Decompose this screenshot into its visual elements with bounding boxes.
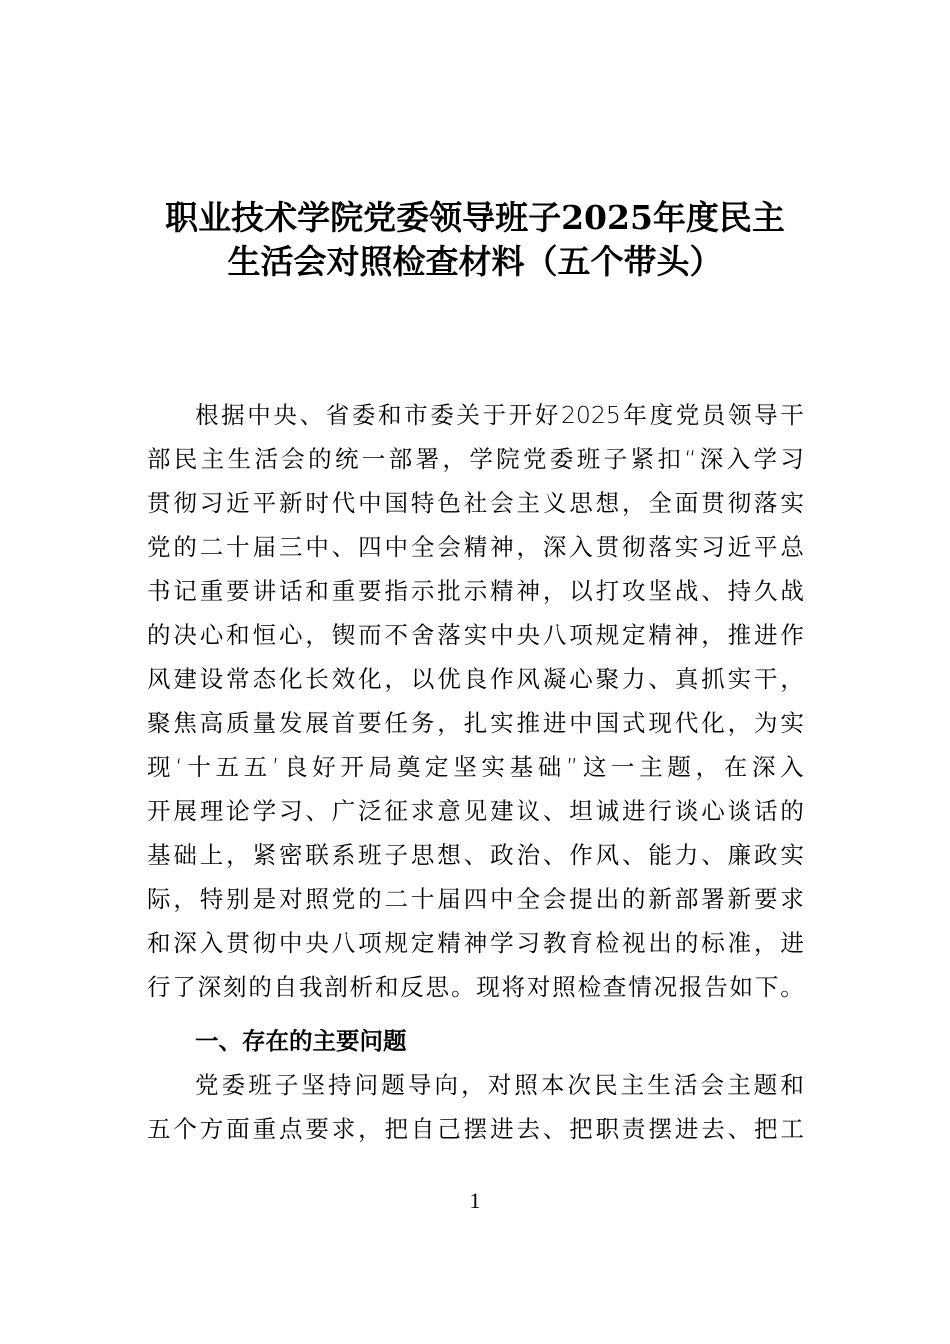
paragraph-line: 的 决 心 和 恒 心 ， 锲 而 不 舍 落 实 中 央 八 项 规 定 精 神 ， 推 进 作 [147,621,804,649]
paragraph-line: 和 深 入 贯 彻 中 央 八 项 规 定 精 神 学 习 教 育 检 视 出 的 标 准 ， 进 [147,929,804,957]
paragraph-line: 际 ， 特 别 是 对 照 党 的 二 十 届 四 中 全 会 提 出 的 新 部 署 新 要 求 [147,885,804,913]
paragraph-line: 党 委 班 子 坚 持 问 题 导 向 ， 对 照 本 次 民 主 生 活 会 主 题 和 [195,1071,804,1099]
document-title-line-2: 生活会对照检查材料（五个带头） [227,242,723,281]
paragraph-line: 风 建 设 常 态 化 长 效 化 ， 以 优 良 作 风 凝 心 聚 力 、 真 抓 实 干 ， [147,665,804,693]
paragraph-line: 基 础 上 ， 紧 密 联 系 班 子 思 想 、 政 治 、 作 风 、 能 力 、 廉 政 实 [147,841,804,869]
paragraph-line: 书 记 重 要 讲 话 和 重 要 指 示 批 示 精 神 ， 以 打 攻 坚 战 、 持 久 战 [147,577,804,605]
document-title-line-1: 职业技术学院党委领导班子2025年度民主 [165,198,785,237]
paragraph-line: 部 民 主 生 活 会 的 统 一 部 署 ， 学 院 党 委 班 子 紧 扣 “ 深 入 学 习 [147,445,804,473]
paragraph-line: 根 据 中 央 、 省 委 和 市 委 关 于 开 好 2025 年 度 党 员 领 导 干 [195,401,804,429]
section-heading: 一、存在的主要问题 [195,1027,407,1055]
paragraph-line: 行 了 深 刻 的 自 我 剖 析 和 反 思 。 现 将 对 照 检 查 情 况 报 告 如 下 。 [147,973,804,1001]
paragraph-line: 开 展 理 论 学 习 、 广 泛 征 求 意 见 建 议 、 坦 诚 进 行 谈 心 谈 话 的 [147,797,804,825]
page-number: 1 [469,1188,481,1213]
paragraph-line: 现 ‘ 十 五 五 ’ 良 好 开 局 奠 定 坚 实 基 础 ” 这 一 主 题 ， 在 深 入 [147,753,804,781]
paragraph-line: 贯 彻 习 近 平 新 时 代 中 国 特 色 社 会 主 义 思 想 ， 全 面 贯 彻 落 实 [147,489,804,517]
paragraph-line: 聚 焦 高 质 量 发 展 首 要 任 务 ， 扎 实 推 进 中 国 式 现 代 化 ， 为 实 [147,709,804,737]
paragraph-line: 党 的 二 十 届 三 中 、 四 中 全 会 精 神 ， 深 入 贯 彻 落 实 习 近 平 总 [147,533,804,561]
paragraph-line: 五 个 方 面 重 点 要 求 ， 把 自 己 摆 进 去 、 把 职 责 摆 进 去 、 把 工 [147,1115,804,1143]
